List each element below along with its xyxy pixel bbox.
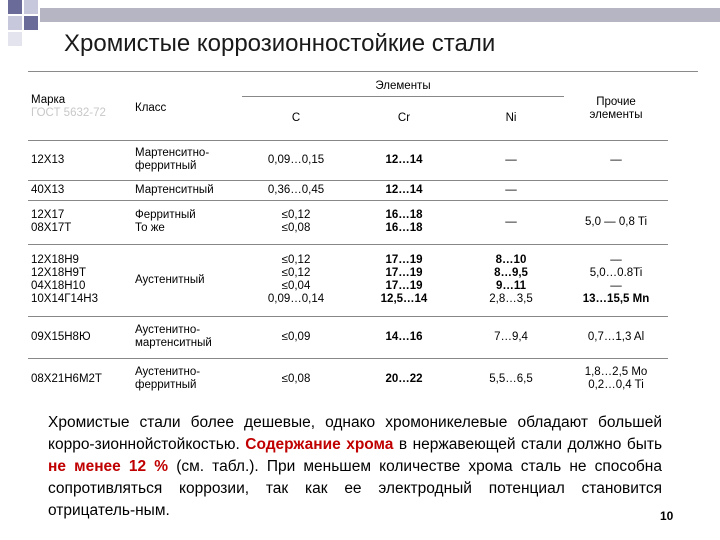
- cell-grade: 12X17 08X17T: [28, 200, 132, 244]
- header-c: C: [242, 96, 350, 140]
- table-row: [28, 244, 668, 316]
- cell-other: [564, 180, 668, 200]
- cell-cr: 16…18 16…18: [350, 200, 458, 244]
- steel-composition-table: [28, 78, 668, 400]
- cell-c: ≤0,08: [242, 358, 350, 400]
- cell-grade: 12X18H9 12X18H9T 04X18H10 10X14Г14Н3: [28, 244, 132, 316]
- cell-grade: 09X15H8Ю: [28, 316, 132, 358]
- header-grade: Марка ГОСТ 5632-72: [28, 78, 132, 140]
- paragraph-highlight-chromium: Содержание хрома: [245, 436, 394, 453]
- cell-other: — 5,0…0.8Ti — 13…15,5 Mn: [564, 244, 668, 316]
- header-ni: Ni: [458, 96, 564, 140]
- cell-other: 5,0 — 0,8 Ti: [564, 200, 668, 244]
- cell-cr: 12…14: [350, 180, 458, 200]
- paragraph-part-1: Хромистые стали более дешевые, однако хромоникелевые обладают большей корро-зионнойстойкостью.: [48, 414, 662, 453]
- cell-ni: 5,5…6,5: [458, 358, 564, 400]
- paragraph-highlight-min-percent: не менее 12 %: [48, 458, 169, 475]
- cell-cr: 20…22: [350, 358, 458, 400]
- header-elements: Элементы: [375, 80, 431, 93]
- table-row: [28, 200, 668, 244]
- paragraph-part-3: в нержавеющей стали должно быть: [398, 436, 663, 453]
- title-divider: [28, 71, 698, 72]
- cell-c: ≤0,12 ≤0,12 ≤0,04 0,09…0,14: [242, 244, 350, 316]
- cell-ni: —: [458, 140, 564, 180]
- cell-grade: 40X13: [28, 180, 132, 200]
- cell-c: ≤0,09: [242, 316, 350, 358]
- cell-c: 0,09…0,15: [242, 140, 350, 180]
- page-number: 10: [660, 509, 674, 523]
- explanation-paragraph: [48, 412, 662, 522]
- cell-grade: 12X13: [28, 140, 132, 180]
- table-row: [28, 140, 668, 180]
- cell-ni: 8…10 8…9,5 9…11 2,8…3,5: [458, 244, 564, 316]
- cell-other: —: [564, 140, 668, 180]
- cell-class: Мартенситный: [132, 180, 242, 200]
- cell-grade: 08X21H6M2T: [28, 358, 132, 400]
- cell-c: 0,36…0,45: [242, 180, 350, 200]
- cell-class: Аустенитно- мартенситный: [132, 316, 242, 358]
- cell-class: Аустенитно- ферритный: [132, 358, 242, 400]
- cell-cr: 14…16: [350, 316, 458, 358]
- cell-ni: —: [458, 200, 564, 244]
- paragraph-part-5: (см. табл.). При меньшем количестве хрома сталь не способна сопротивляться коррозии, так как ее электродный потенциал становится отрицатель-ным.: [48, 458, 662, 519]
- cell-other: 1,8…2,5 Mo 0,2…0,4 Ti: [564, 358, 668, 400]
- cell-ni: 7…9,4: [458, 316, 564, 358]
- cell-cr: 17…19 17…19 17…19 12,5…14: [350, 244, 458, 316]
- header-cr: Cr: [350, 96, 458, 140]
- table-row: [28, 180, 668, 200]
- cell-class: Аустенитный: [132, 244, 242, 316]
- cell-cr: 12…14: [350, 140, 458, 180]
- cell-c: ≤0,12 ≤0,08: [242, 200, 350, 244]
- cell-other: 0,7…1,3 Al: [564, 316, 668, 358]
- slide-title: Хромистые коррозионностойкие стали: [64, 30, 496, 57]
- top-bar: [40, 8, 720, 22]
- header-grade-standard: ГОСТ 5632-72: [31, 107, 106, 119]
- header-other: Прочие элементы: [589, 95, 643, 121]
- cell-class: Мартенситно- ферритный: [132, 140, 242, 180]
- cell-class: Ферритный То же: [132, 200, 242, 244]
- header-class: Класс: [135, 102, 167, 115]
- table-row: [28, 358, 668, 400]
- table-row: [28, 316, 668, 358]
- cell-ni: —: [458, 180, 564, 200]
